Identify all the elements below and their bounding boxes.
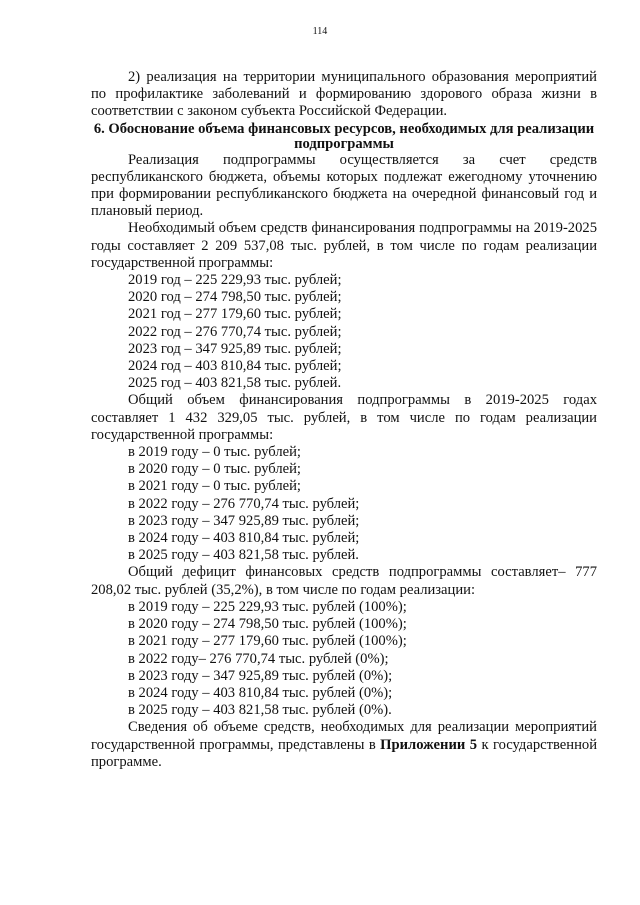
list-item: в 2025 году – 403 821,58 тыс. рублей (0%). [128, 702, 392, 719]
paragraph-needed-funds: Необходимый объем средств финансирования подпрограммы на 2019-2025 годы составляет 2 209 537,08 тыс. рублей, в том числе по годам реализации государственной программы: [91, 220, 597, 271]
page-number: 114 [312, 26, 328, 37]
paragraph-total-funds: Общий объем финансирования подпрограммы в 2019-2025 годах составляет 1 432 329,05 тыс. рублей, в том числе по годам реализации государственной программы: [91, 392, 597, 443]
list-item: 2023 год – 347 925,89 тыс. рублей; [128, 340, 342, 357]
list-item: 2024 год – 403 810,84 тыс. рублей; [128, 358, 342, 375]
needed-funds-list [91, 272, 597, 392]
document-body [91, 69, 597, 771]
paragraph-appendix-info [91, 719, 597, 771]
list-item: 2022 год – 276 770,74 тыс. рублей; [128, 323, 342, 340]
list-item: в 2019 году – 225 229,93 тыс. рублей (100%); [128, 598, 407, 615]
list-item: 2019 год – 225 229,93 тыс. рублей; [128, 272, 342, 289]
list-item: в 2024 году – 403 810,84 тыс. рублей (0%); [128, 684, 393, 701]
appendix-reference: Приложении 5 [380, 736, 478, 753]
list-item: в 2021 году – 277 179,60 тыс. рублей (100%); [128, 633, 407, 650]
section-heading: 6. Обоснование объема финансовых ресурсов, необходимых для реализации подпрограммы [93, 120, 595, 152]
list-item: в 2020 году – 0 тыс. рублей; [128, 461, 301, 478]
list-item: в 2020 году – 274 798,50 тыс. рублей (100%); [128, 616, 407, 633]
list-item: в 2022 году – 276 770,74 тыс. рублей; [128, 495, 360, 512]
deficit-list [91, 599, 597, 719]
list-item: в 2024 году – 403 810,84 тыс. рублей; [128, 530, 360, 547]
list-item: 2021 год – 277 179,60 тыс. рублей; [128, 306, 342, 323]
list-item: 2020 год – 274 798,50 тыс. рублей; [128, 289, 342, 306]
list-item: в 2019 году – 0 тыс. рублей; [128, 444, 301, 461]
total-funds-list [91, 444, 597, 564]
appendix-text-before: Сведения об объеме средств, необходимых для реализации мероприятий государственной программы, представлены в [91, 719, 597, 753]
list-item: в 2023 году – 347 925,89 тыс. рублей (0%); [128, 667, 393, 684]
list-item: в 2025 году – 403 821,58 тыс. рублей. [128, 547, 359, 564]
list-item: 2025 год – 403 821,58 тыс. рублей. [128, 375, 342, 392]
paragraph-intro: 2) реализация на территории муниципального образования мероприятий по профилактике заболеваний и формированию здорового образа жизни в соответствии с законом субъекта Российской Федерации. [91, 69, 597, 120]
paragraph-realization: Реализация подпрограммы осуществляется за счет средств республиканского бюджета, объемы которых подлежат ежегодному уточнению при формировании республиканского бюджета на очередной финансовый год и плановый период. [91, 151, 597, 220]
appendix-text-after: к государственной программе. [91, 736, 598, 770]
list-item: в 2021 году – 0 тыс. рублей; [128, 478, 301, 495]
paragraph-deficit: Общий дефицит финансовых средств подпрограммы составляет– 777 208,02 тыс. рублей (35,2%), в том числе по годам реализации: [91, 564, 597, 598]
list-item: в 2023 году – 347 925,89 тыс. рублей; [128, 512, 360, 529]
list-item: в 2022 году– 276 770,74 тыс. рублей (0%); [128, 650, 389, 667]
